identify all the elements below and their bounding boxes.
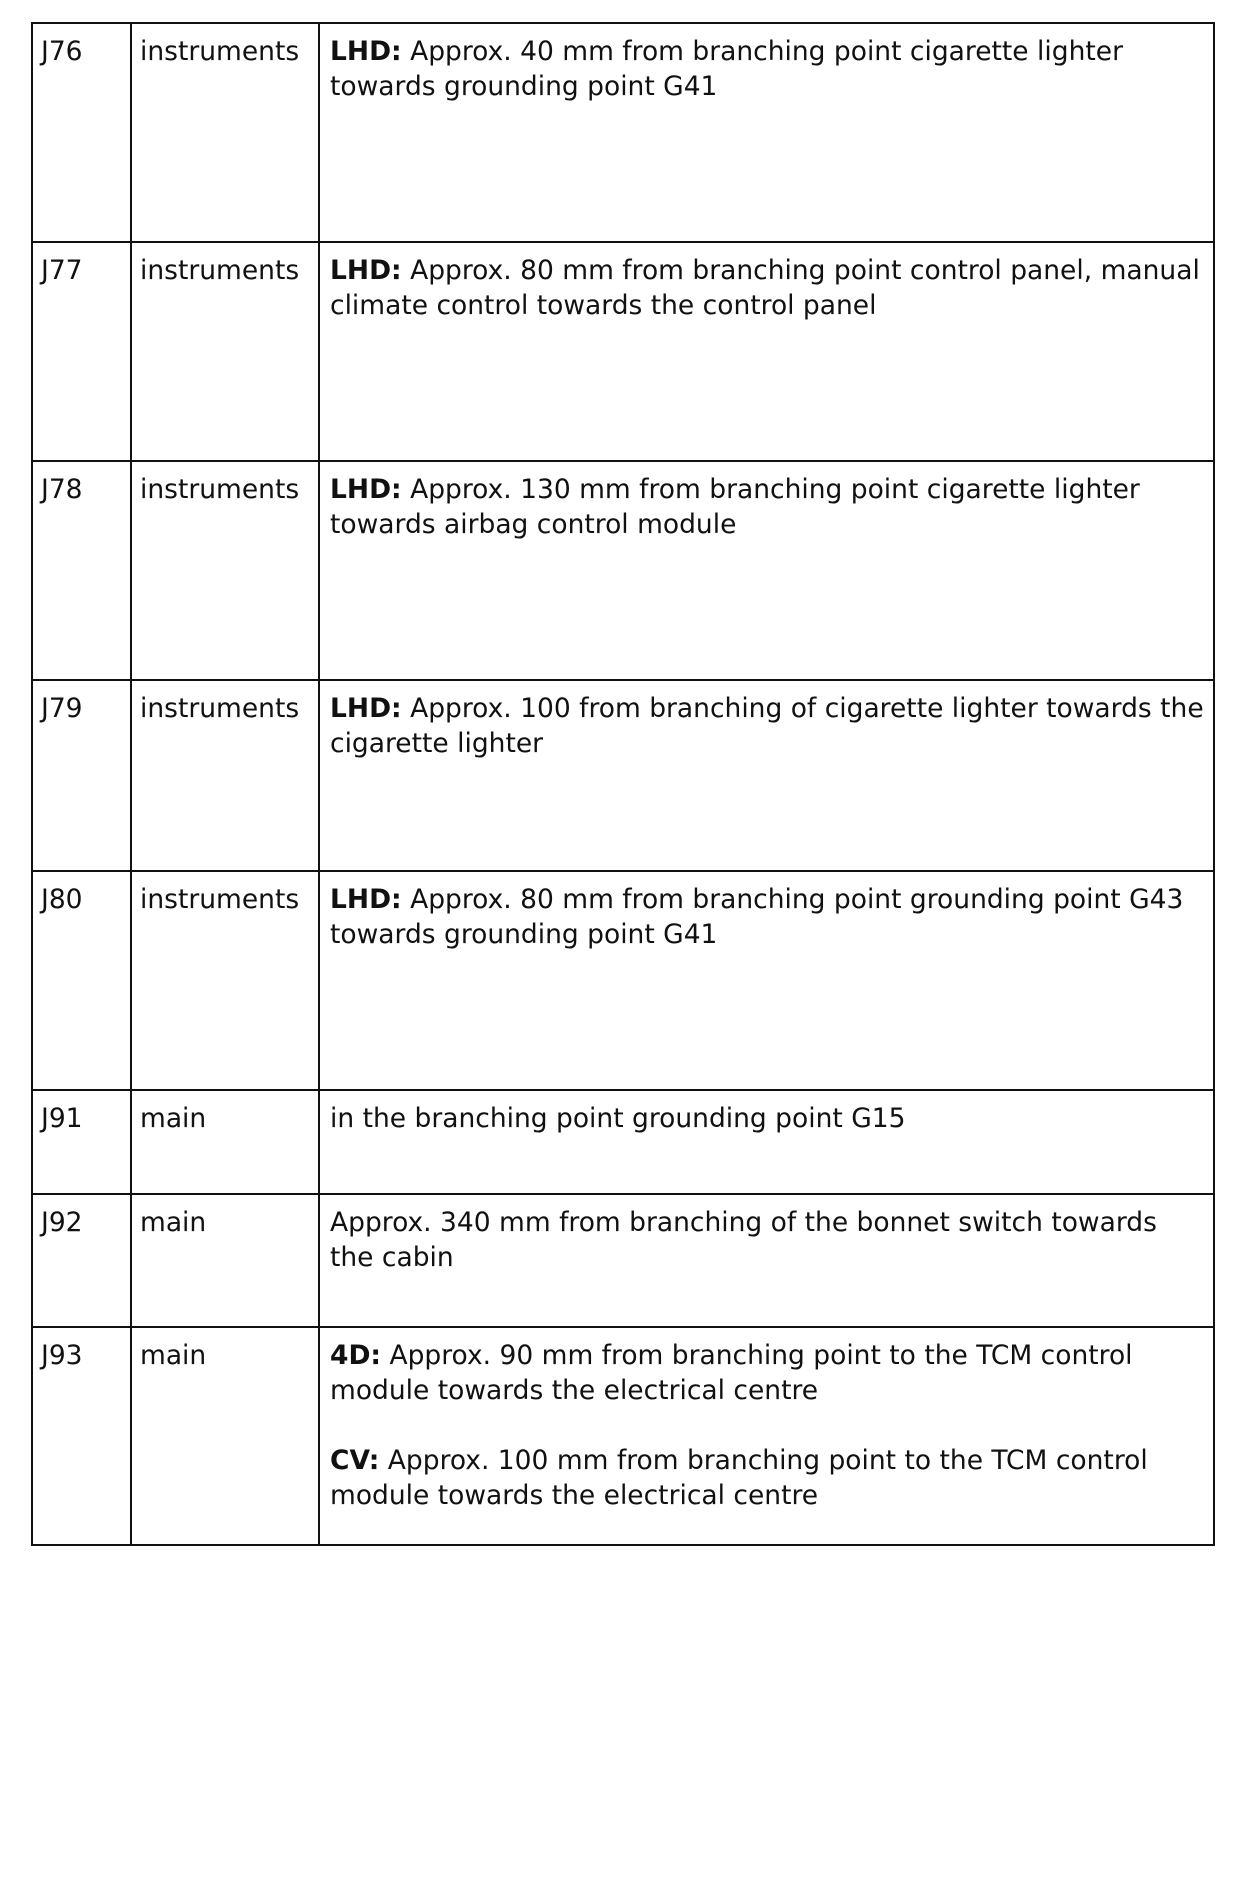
harness-cell: main — [131, 1090, 319, 1194]
table-row — [32, 1327, 1214, 1545]
location-entry — [330, 253, 1207, 323]
splice-id-cell: J92 — [32, 1194, 131, 1327]
location-cell — [319, 871, 1214, 1090]
location-entry — [330, 472, 1207, 542]
splice-id-cell: J76 — [32, 23, 131, 242]
variant-prefix: LHD: — [330, 884, 402, 915]
splice-id-cell: J80 — [32, 871, 131, 1090]
location-text: Approx. 340 mm from branching of the bonnet switch towards the cabin — [330, 1207, 1157, 1273]
harness-cell: instruments — [131, 242, 319, 461]
table-row — [32, 1194, 1214, 1327]
harness-cell: main — [131, 1327, 319, 1545]
location-cell — [319, 461, 1214, 680]
table-row — [32, 680, 1214, 871]
splice-id-cell: J78 — [32, 461, 131, 680]
splice-location-table — [31, 22, 1215, 1546]
table-row — [32, 23, 1214, 242]
location-cell — [319, 242, 1214, 461]
location-text: Approx. 90 mm from branching point to the TCM control module towards the electrical centre — [330, 1340, 1133, 1406]
table-row — [32, 461, 1214, 680]
location-cell — [319, 23, 1214, 242]
splice-id-cell: J79 — [32, 680, 131, 871]
variant-prefix: LHD: — [330, 255, 402, 286]
location-text: Approx. 80 mm from branching point grounding point G43 towards grounding point G41 — [330, 884, 1184, 950]
location-entry — [330, 1101, 1207, 1136]
location-cell — [319, 1327, 1214, 1545]
variant-prefix: LHD: — [330, 693, 402, 724]
location-text: Approx. 40 mm from branching point cigarette lighter towards grounding point G41 — [330, 36, 1123, 102]
variant-prefix: 4D: — [330, 1340, 382, 1371]
splice-id-cell: J77 — [32, 242, 131, 461]
splice-id-cell: J91 — [32, 1090, 131, 1194]
location-entry — [330, 1338, 1207, 1408]
table-row — [32, 242, 1214, 461]
harness-cell: main — [131, 1194, 319, 1327]
location-entry — [330, 34, 1207, 104]
table-row — [32, 871, 1214, 1090]
variant-prefix: LHD: — [330, 474, 402, 505]
splice-id-cell: J93 — [32, 1327, 131, 1545]
table-row — [32, 1090, 1214, 1194]
location-cell — [319, 1194, 1214, 1327]
variant-prefix: LHD: — [330, 36, 402, 67]
location-text: Approx. 130 mm from branching point cigarette lighter towards airbag control module — [330, 474, 1140, 540]
location-text: Approx. 100 from branching of cigarette lighter towards the cigarette lighter — [330, 693, 1204, 759]
location-cell — [319, 680, 1214, 871]
harness-cell: instruments — [131, 23, 319, 242]
location-text: Approx. 100 mm from branching point to the TCM control module towards the electrical centre — [330, 1445, 1148, 1511]
variant-prefix: CV: — [330, 1445, 380, 1476]
location-text: in the branching point grounding point G15 — [330, 1103, 906, 1134]
location-entry — [330, 1205, 1207, 1275]
location-cell — [319, 1090, 1214, 1194]
location-entry — [330, 691, 1207, 761]
location-text: Approx. 80 mm from branching point control panel, manual climate control towards the control panel — [330, 255, 1200, 321]
location-entry — [330, 1443, 1207, 1513]
harness-cell: instruments — [131, 680, 319, 871]
location-entry — [330, 882, 1207, 952]
harness-cell: instruments — [131, 461, 319, 680]
harness-cell: instruments — [131, 871, 319, 1090]
